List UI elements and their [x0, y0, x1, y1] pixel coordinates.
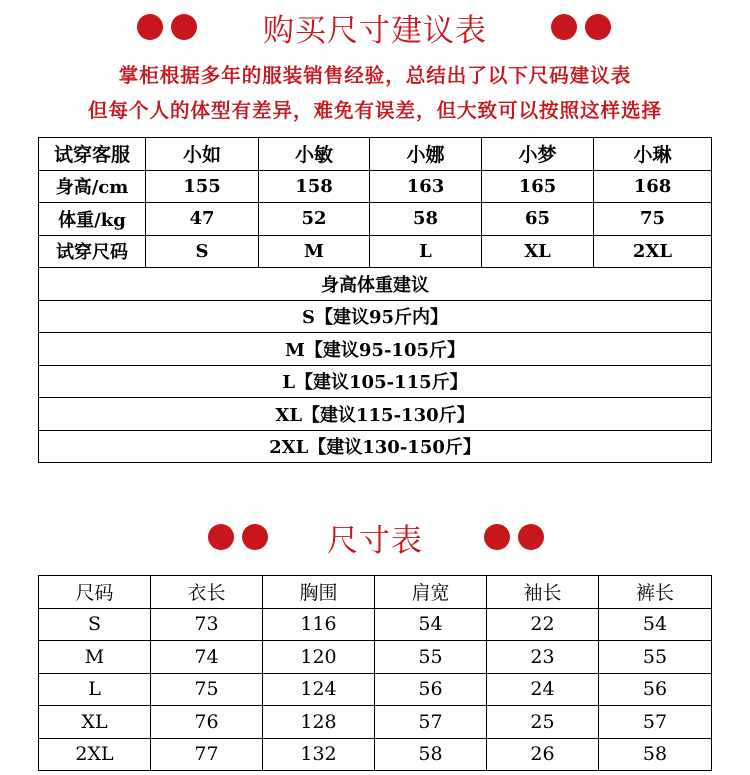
table-cell: 74 — [151, 641, 263, 674]
table-cell: S — [146, 235, 259, 268]
table-cell: 24 — [487, 673, 599, 706]
table-cell: 75 — [151, 673, 263, 706]
column-header: 肩宽 — [375, 576, 487, 609]
section2-header — [0, 518, 750, 559]
table-cell: 56 — [599, 673, 712, 706]
table-cell: 小娜 — [370, 138, 482, 171]
recommend-m: M【建议95-105斤】 — [39, 333, 712, 366]
red-dot-icon — [551, 14, 577, 40]
table-cell: XL — [39, 706, 151, 739]
table-cell: 128 — [263, 706, 375, 739]
column-header: 衣长 — [151, 576, 263, 609]
table-cell: 体重/kg — [39, 203, 146, 236]
table-cell: 116 — [263, 608, 375, 641]
table-cell: 73 — [151, 608, 263, 641]
table-cell: 120 — [263, 641, 375, 674]
table-cell: 77 — [151, 738, 263, 771]
recommend-2xl: 2XL【建议130-150斤】 — [39, 430, 712, 463]
table-cell: 55 — [375, 641, 487, 674]
table-cell: 2XL — [594, 235, 712, 268]
table-cell: XL — [482, 235, 594, 268]
table-cell: 小敏 — [259, 138, 370, 171]
table-row — [39, 138, 712, 171]
recommend-row — [39, 333, 712, 366]
table-row — [39, 738, 712, 771]
recommend-header-row — [39, 268, 712, 301]
table-cell: M — [39, 641, 151, 674]
table-cell: 23 — [487, 641, 599, 674]
section2-title: 尺寸表 — [327, 522, 423, 559]
table-cell: 小如 — [146, 138, 259, 171]
decorative-dots-right — [551, 14, 611, 40]
table-cell: M — [259, 235, 370, 268]
fitting-table — [38, 137, 712, 463]
recommend-xl: XL【建议115-130斤】 — [39, 398, 712, 431]
red-dot-icon — [484, 524, 510, 550]
recommend-row — [39, 398, 712, 431]
table-row — [39, 673, 712, 706]
column-header: 袖长 — [487, 576, 599, 609]
column-header: 裤长 — [599, 576, 712, 609]
table-cell: 168 — [594, 170, 712, 203]
recommend-row — [39, 300, 712, 333]
table-cell: 76 — [151, 706, 263, 739]
recommend-s: S【建议95斤内】 — [39, 300, 712, 333]
table-row — [39, 641, 712, 674]
table-cell: L — [39, 673, 151, 706]
table-cell: 56 — [375, 673, 487, 706]
table-cell: 身高/cm — [39, 170, 146, 203]
recommend-row — [39, 365, 712, 398]
table-cell: 155 — [146, 170, 259, 203]
table-cell: 47 — [146, 203, 259, 236]
red-dot-icon — [518, 524, 544, 550]
table-cell: 55 — [599, 641, 712, 674]
section1-title: 购买尺寸建议表 — [263, 12, 487, 49]
table-cell: 58 — [370, 203, 482, 236]
section1-header — [0, 8, 750, 49]
table-cell: 58 — [375, 738, 487, 771]
table-cell: L — [370, 235, 482, 268]
column-header: 尺码 — [39, 576, 151, 609]
table-cell: 54 — [375, 608, 487, 641]
recommend-l: L【建议105-115斤】 — [39, 365, 712, 398]
table-cell: 25 — [487, 706, 599, 739]
table-cell: 132 — [263, 738, 375, 771]
table-cell: 小梦 — [482, 138, 594, 171]
table-cell: 58 — [599, 738, 712, 771]
table-cell: 2XL — [39, 738, 151, 771]
table-row — [39, 203, 712, 236]
recommend-row — [39, 430, 712, 463]
table-cell: 165 — [482, 170, 594, 203]
table-header-row — [39, 576, 712, 609]
table-cell: 124 — [263, 673, 375, 706]
recommend-header: 身高体重建议 — [39, 268, 712, 301]
advice-line-1: 掌柜根据多年的服装销售经验，总结出了以下尺码建议表 — [118, 64, 632, 87]
table-cell: 试穿客服 — [39, 138, 146, 171]
table-cell: S — [39, 608, 151, 641]
table-cell: 小琳 — [594, 138, 712, 171]
table-row — [39, 608, 712, 641]
table-cell: 26 — [487, 738, 599, 771]
size-table — [38, 575, 712, 771]
column-header: 胸围 — [263, 576, 375, 609]
red-dot-icon — [585, 14, 611, 40]
table-cell: 163 — [370, 170, 482, 203]
table-row — [39, 235, 712, 268]
table-cell: 52 — [259, 203, 370, 236]
table-cell: 22 — [487, 608, 599, 641]
table-cell: 158 — [259, 170, 370, 203]
advice-line-2: 但每个人的体型有差异，难免有误差，但大致可以按照这样选择 — [87, 99, 662, 122]
table-cell: 65 — [482, 203, 594, 236]
table-row — [39, 170, 712, 203]
table-cell: 57 — [599, 706, 712, 739]
decorative-dots-right — [484, 524, 544, 550]
table-cell: 试穿尺码 — [39, 235, 146, 268]
table-cell: 54 — [599, 608, 712, 641]
table-cell: 57 — [375, 706, 487, 739]
table-row — [39, 706, 712, 739]
table-cell: 75 — [594, 203, 712, 236]
